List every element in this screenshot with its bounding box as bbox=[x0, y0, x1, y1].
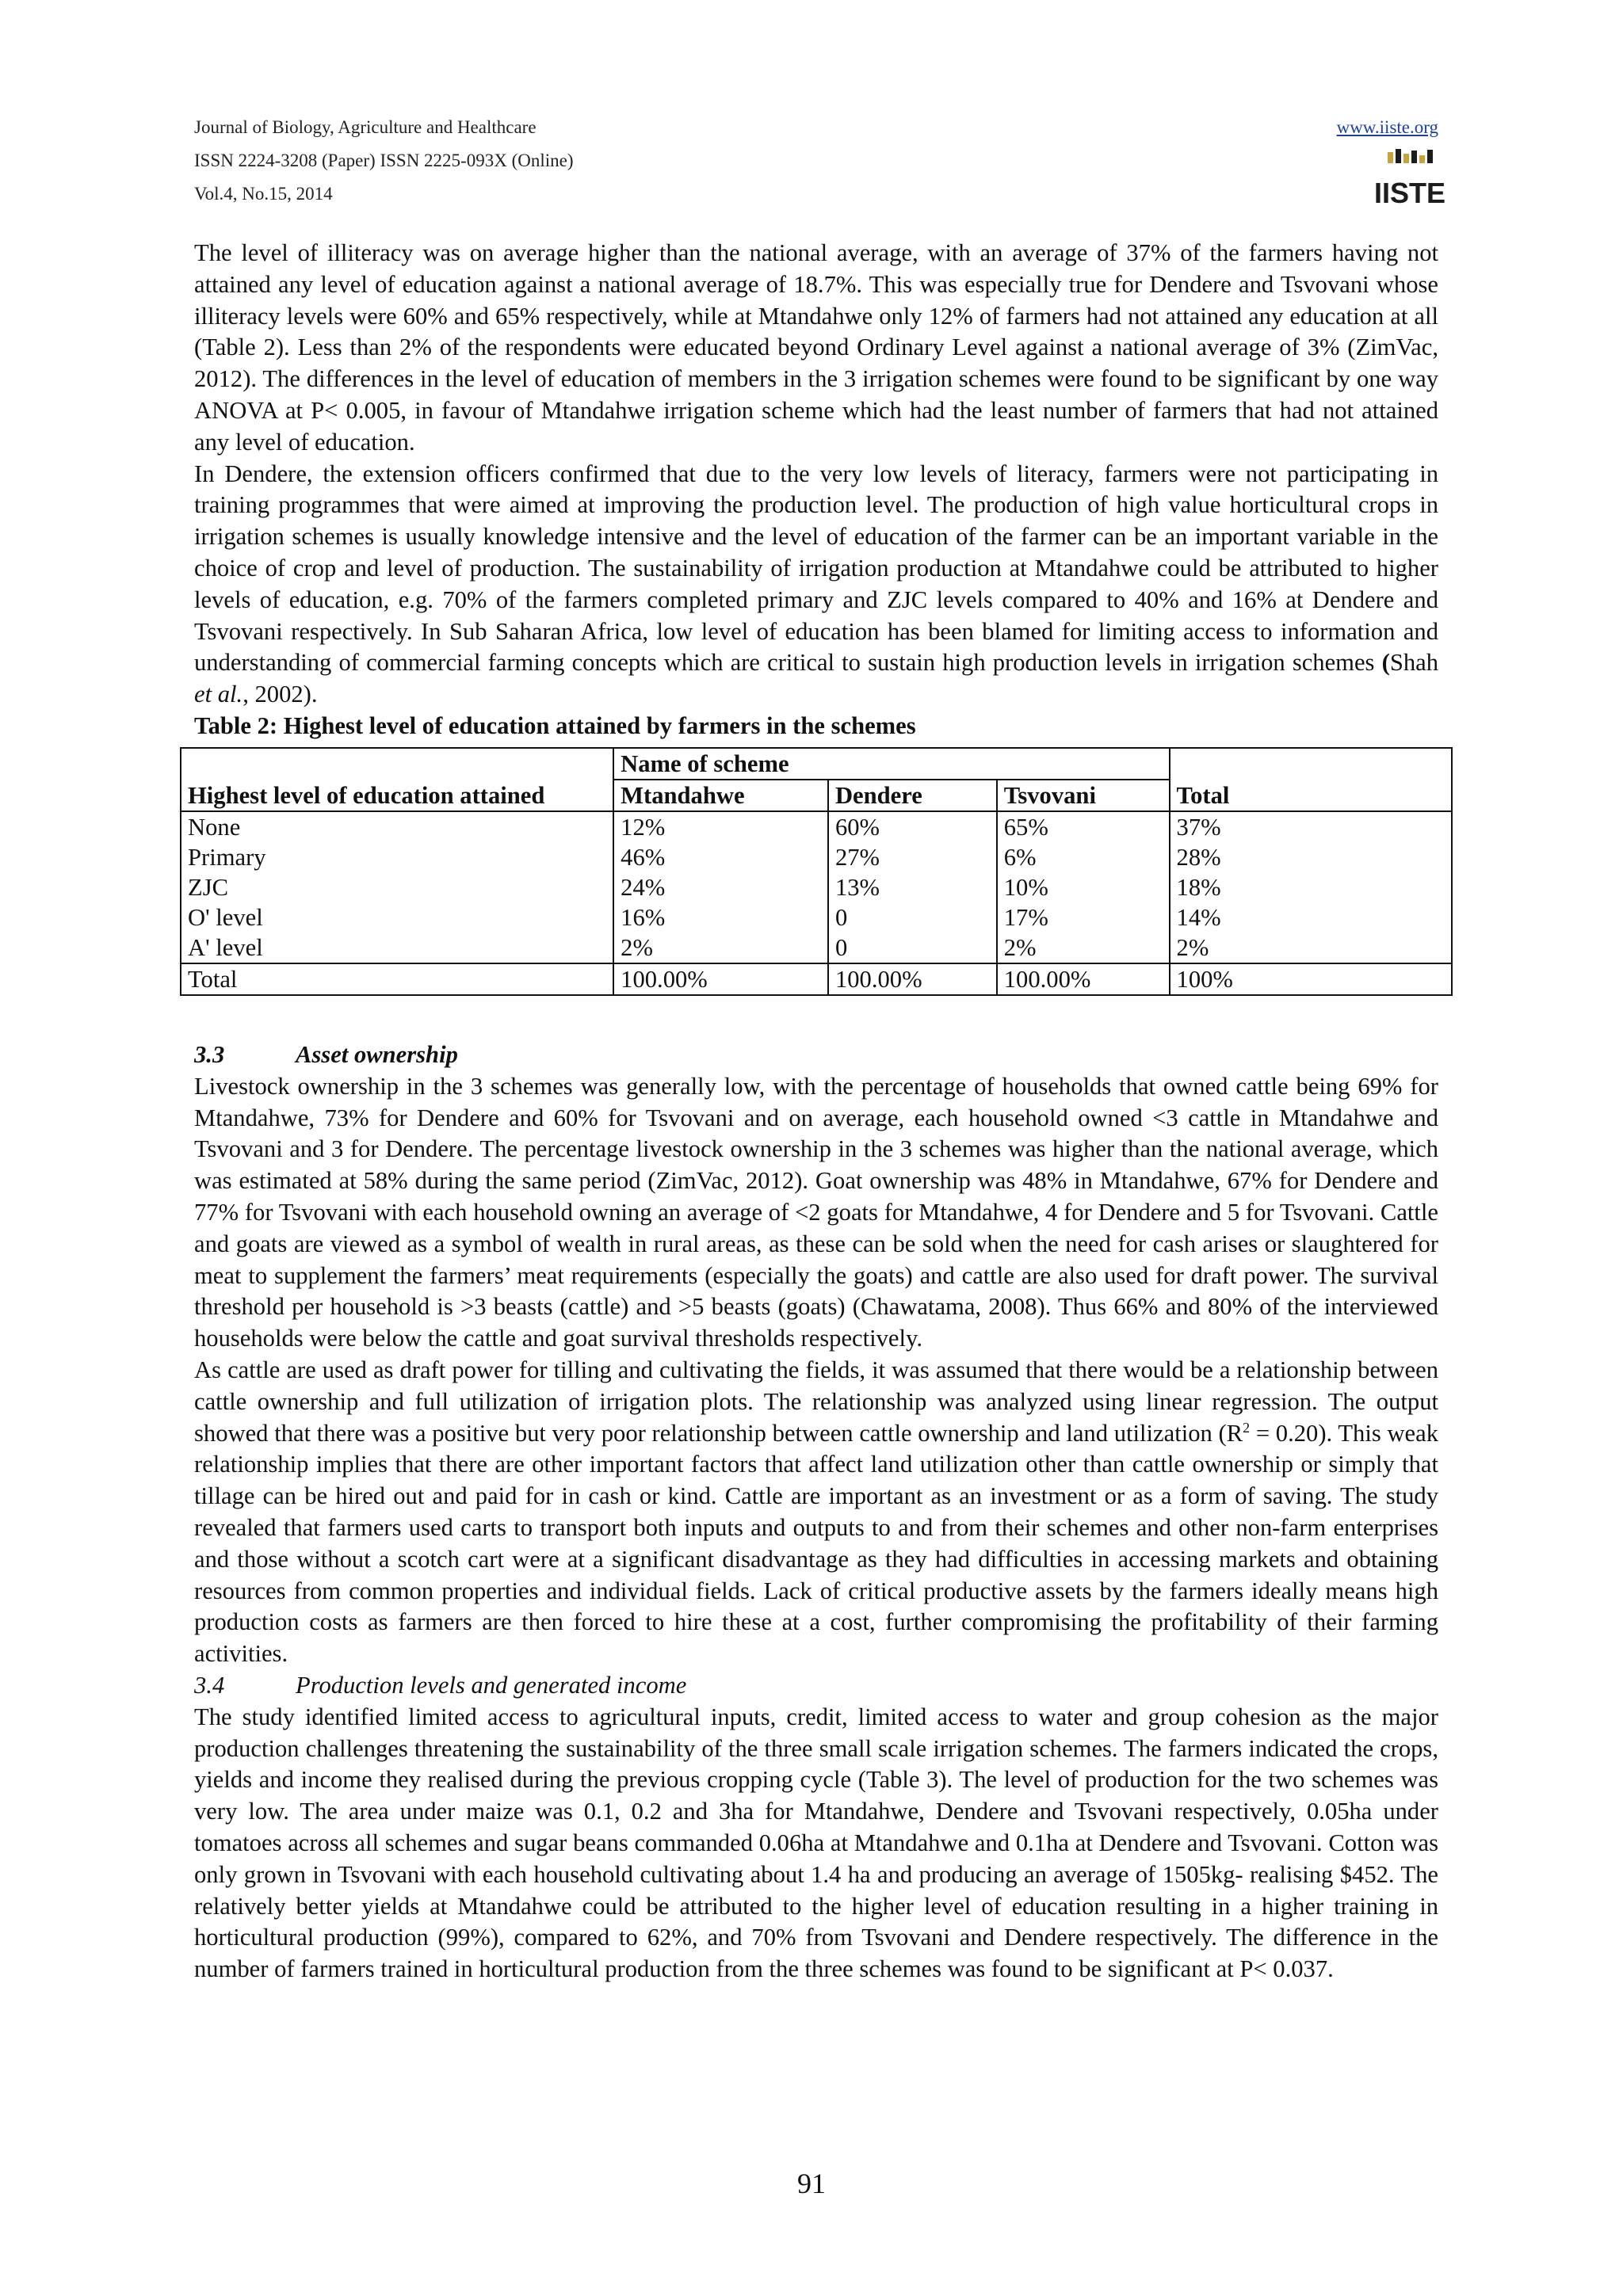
table-cell: 100% bbox=[1170, 963, 1452, 995]
table-cell: 100.00% bbox=[828, 963, 997, 995]
col-header-total: Total bbox=[1170, 748, 1452, 811]
table-cell: 46% bbox=[613, 842, 828, 872]
paragraph-dendere-text: In Dendere, the extension officers confirmed that due to the very low levels of literacy, farmers were not participating in training programmes that were aimed at improving the production level. The production of high value horticultural crops in irrigation schemes is usually knowledge intensive and the level of education of the farmer can be an important variable in the choice of crop and level of production. The sustainability of irrigation production at Mtandahwe could be attributed to higher levels of education, e.g. 70% of the farmers completed primary and ZJC levels compared to 40% and 16% at Dendere and Tsvovani respectively. In Sub Saharan Africa, low level of education has been blamed for limiting access to information and understanding of commercial farming concepts which are critical to sustain high production levels in irrigation schemes bbox=[194, 460, 1438, 677]
page-number: 91 bbox=[797, 2168, 826, 2199]
table-total-row bbox=[181, 963, 1452, 995]
table-group-header-row bbox=[181, 748, 1452, 780]
section-3-3-heading bbox=[194, 1039, 1438, 1071]
col-header-dendere: Dendere bbox=[828, 780, 997, 811]
education-table bbox=[180, 747, 1453, 996]
volume-line: Vol.4, No.15, 2014 bbox=[194, 184, 333, 204]
row-label: ZJC bbox=[181, 872, 613, 902]
table-cell: 0 bbox=[828, 933, 997, 963]
section-number: 3.3 bbox=[194, 1041, 225, 1068]
row-label: A' level bbox=[181, 933, 613, 963]
paragraph-cattle-draft bbox=[194, 1355, 1438, 1670]
table-cell: 2% bbox=[1170, 933, 1452, 963]
cite-etal: et al. bbox=[194, 681, 243, 708]
group-header-cell: Name of scheme bbox=[613, 748, 1169, 780]
table-cell: 2% bbox=[613, 933, 828, 963]
lower-body bbox=[194, 1039, 1438, 1985]
table-row bbox=[181, 933, 1452, 963]
svg-text:IISTE: IISTE bbox=[1373, 177, 1446, 209]
superscript: 2 bbox=[1243, 1419, 1251, 1436]
table-cell: 10% bbox=[997, 872, 1170, 902]
section-title: Asset ownership bbox=[296, 1041, 458, 1068]
cite-open: ( bbox=[1381, 649, 1390, 677]
table-cell: 28% bbox=[1170, 842, 1452, 872]
paragraph-livestock: Livestock ownership in the 3 schemes was generally low, with the percentage of households that owned cattle being 69% for Mtandahwe, 73% for Dendere and 60% for Tsvovani and on average, each household owned <3 cattle in Mtandahwe and Tsvovani and 3 for Dendere. The percentage livestock ownership in the 3 schemes was higher than the national average, which was estimated at 58% during the same period (ZimVac, 2012). Goat ownership was 48% in Mtandahwe, 67% for Dendere and 77% for Tsvovani with each household owning an average of <2 goats for Mtandahwe, 4 for Dendere and 5 for Tsvovani. Cattle and goats are viewed as a symbol of wealth in rural areas, as these can be sold when the need for cash arises or slaughtered for meat to supplement the farmers’ meat requirements (especially the goats) and cattle are also used for draft power. The survival threshold per household is >3 beasts (cattle) and >5 beasts (goats) (Chawatama, 2008). Thus 66% and 80% of the interviewed households were below the cattle and goat survival thresholds respectively. bbox=[194, 1072, 1438, 1352]
table-cell: 100.00% bbox=[997, 963, 1170, 995]
page-header bbox=[194, 111, 1446, 214]
paragraph-illiteracy: The level of illiteracy was on average higher than the national average, with an average of 37% of the farmers having not attained any level of education against a national average of 18.7%. This was especially true for Dendere and Tsvovani whose illiteracy levels were 60% and 65% respectively, while at Mtandahwe only 12% of farmers had not attained any education at all (Table 2). Less than 2% of the respondents were educated beyond Ordinary Level against a national average of 3% (ZimVac, 2012). The differences in the level of education of members in the 3 irrigation schemes were found to be significant by one way ANOVA at P< 0.005, in favour of Mtandahwe irrigation scheme which had the least number of farmers that had not attained any level of education. bbox=[194, 239, 1438, 456]
table-cell: 13% bbox=[828, 872, 997, 902]
table-row bbox=[181, 842, 1452, 872]
table-cell: 14% bbox=[1170, 902, 1452, 933]
paragraph-dendere bbox=[194, 459, 1438, 711]
issn-line: ISSN 2224-3208 (Paper) ISSN 2225-093X (Online) bbox=[194, 151, 574, 170]
col-header-tsvovani: Tsvovani bbox=[997, 780, 1170, 811]
row-label: O' level bbox=[181, 902, 613, 933]
table-row bbox=[181, 902, 1452, 933]
cite-author: Shah bbox=[1389, 649, 1438, 677]
paragraph-text: = 0.20). This weak relationship implies that there are other important factors that affect land utilization other than cattle ownership or simply that tillage can be hired out and paid for in cash or kind. Cattle are important as an investment or as a form of saving. The study revealed that farmers used carts to transport both inputs and outputs to and from their schemes and other non-farm enterprises and those without a scotch cart were at a significant disadvantage as they had difficulties in accessing markets and obtaining resources from common properties and individual fields. Lack of critical productive assets by the farmers ideally means high production costs as farmers are then forced to hire these at a cost, further compromising the profitability of their farming activities. bbox=[194, 1419, 1438, 1668]
website-link[interactable]: www.iiste.org bbox=[1336, 117, 1438, 137]
paragraph-text: As cattle are used as draft power for tilling and cultivating the fields, it was assumed that there would be a relationship between cattle ownership and full utilization of irrigation plots. The relationship was analyzed using linear regression. The output showed that there was a positive but very poor relationship between cattle ownership and land utilization (R bbox=[194, 1356, 1438, 1447]
paragraph-production: The study identified limited access to agricultural inputs, credit, limited access to water and group cohesion as the major production challenges threatening the sustainability of the three small scale irrigation schemes. The farmers indicated the crops, yields and income they realised during the previous cropping cycle (Table 3). The level of production for the two schemes was very low. The area under maize was 0.1, 0.2 and 3ha for Mtandahwe, Dendere and Tsvovani respectively, 0.05ha under tomatoes across all schemes and sugar beans commanded 0.06ha at Mtandahwe and 0.1ha at Dendere and Tsvovani. Cotton was only grown in Tsvovani with each household cultivating about 1.4 ha and producing an average of 1505kg- realising $452. The relatively better yields at Mtandahwe could be attributed to the higher level of education resulting in a higher training in horticultural production (99%), compared to 62%, and 70% from Tsvovani and Dendere respectively. The difference in the number of farmers trained in horticultural production from the three schemes was found to be significant at P< 0.037. bbox=[194, 1703, 1438, 1983]
table-cell: 24% bbox=[613, 872, 828, 902]
table-cell: 17% bbox=[997, 902, 1170, 933]
table2-caption: Table 2: Highest level of education attained by farmers in the schemes bbox=[194, 711, 916, 739]
table-cell: 27% bbox=[828, 842, 997, 872]
table-row bbox=[181, 872, 1452, 902]
section-3-4-heading bbox=[194, 1670, 1438, 1702]
table-cell: 0 bbox=[828, 902, 997, 933]
table-row bbox=[181, 811, 1452, 842]
table-cell: 60% bbox=[828, 811, 997, 842]
cite-close: , 2002). bbox=[242, 681, 318, 708]
col-header-mtandahwe: Mtandahwe bbox=[613, 780, 828, 811]
row-label: Primary bbox=[181, 842, 613, 872]
table-cell: 37% bbox=[1170, 811, 1452, 842]
row-label: None bbox=[181, 811, 613, 842]
table-cell: 12% bbox=[613, 811, 828, 842]
table-cell: 18% bbox=[1170, 872, 1452, 902]
table-cell: 100.00% bbox=[613, 963, 828, 995]
table-cell: 6% bbox=[997, 842, 1170, 872]
section-title: Production levels and generated income bbox=[296, 1671, 687, 1699]
section-number: 3.4 bbox=[194, 1671, 225, 1699]
table-cell: 2% bbox=[997, 933, 1170, 963]
table-cell: 16% bbox=[613, 902, 828, 933]
journal-name: Journal of Biology, Agriculture and Healthcare bbox=[194, 117, 537, 137]
upper-body bbox=[194, 238, 1438, 742]
row-label: Total bbox=[181, 963, 613, 995]
table-cell: 65% bbox=[997, 811, 1170, 842]
row-header-cell: Highest level of education attained bbox=[181, 748, 613, 811]
iiste-logo-icon bbox=[1373, 147, 1446, 209]
